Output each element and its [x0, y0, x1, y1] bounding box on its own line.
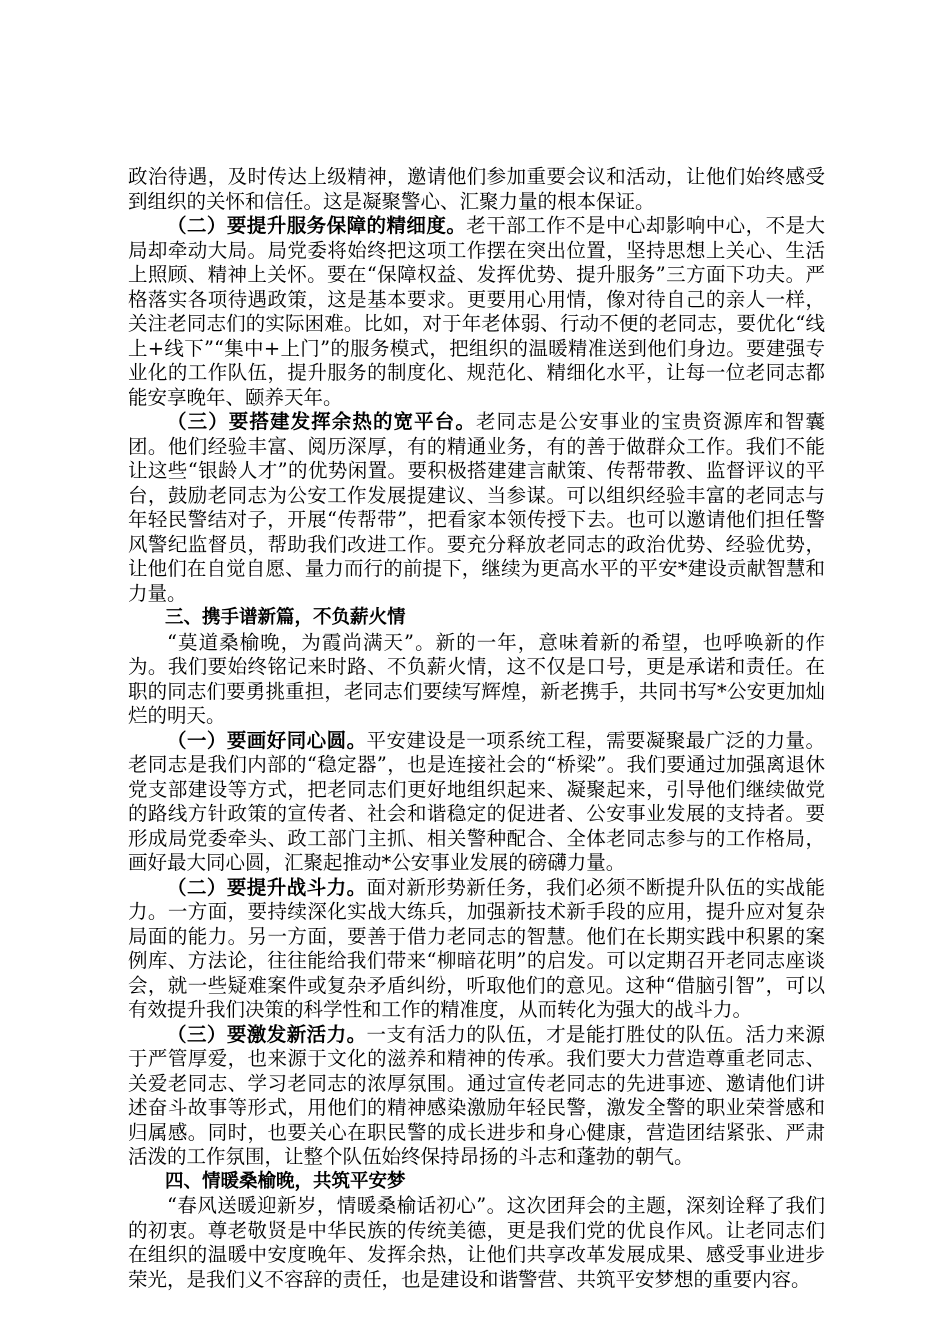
paragraph-new-vitality: [128, 1023, 825, 1170]
paragraph-lead: （二）要提升服务保障的精细度。: [167, 214, 467, 237]
paragraph-lead: （一）要画好同心圆。: [167, 728, 367, 752]
paragraph-text: 政治待遇，及时传达上级精神，邀请他们参加重要会议和活动，让他们始终感受到组织的关怀和信任。这是凝聚警心、汇聚力量的根本保证。: [128, 165, 825, 213]
paragraph-service-guarantee: [128, 214, 825, 410]
paragraph-lead: （二）要提升战斗力。: [167, 875, 367, 899]
paragraph-text: 一支有活力的队伍，才是能打胜仗的队伍。活力来源于严管厚爱，也来源于文化的滋养和精神的传承。我们要大力营造尊重老同志、关爱老同志、学习老同志的浓厚氛围。通过宣传老同志的先进事迹、邀请他们讲述奋斗故事等形式，用他们的精神感染激励年轻民警，激发全警的职业荣誉感和归属感。同时，也要关心在职民警的成长进步和身心健康，营造团结紧张、严肃活泼的工作氛围，让整个队伍始终保持昂扬的斗志和蓬勃的朝气。: [128, 1022, 825, 1168]
paragraph-section-4-intro: [128, 1194, 825, 1292]
document-page: [128, 165, 825, 1292]
paragraph-combat-effectiveness: [128, 876, 825, 1023]
paragraph-continuation: [128, 165, 825, 214]
paragraph-text: 面对新形势新任务，我们必须不断提升队伍的实战能力。一方面，要持续深化实战大练兵，加强新技术新手段的应用，提升应对复杂局面的能力。另一方面，要善于借力老同志的智慧。他们在长期实践中积累的案例库、方法论，往往能给我们带来“柳暗花明”的启发。可以定期召开老同志座谈会，就一些疑难案件或复杂矛盾纠纷，听取他们的意见。这种“借脑引智”，可以有效提升我们决策的科学性和工作的精准度，从而转化为强大的战斗力。: [128, 875, 825, 1021]
paragraph-text: 老同志是公安事业的宝贵资源库和智囊团。他们经验丰富、阅历深厚，有的精通业务，有的善于做群众工作。我们不能让这些“银龄人才”的优势闲置。要积极搭建建言献策、传帮带教、监督评议的平台，鼓励老同志为公安工作发展提建议、当参谋。可以组织经验丰富的老同志与年轻民警结对子，开展“传帮带”，把看家本领传授下去。也可以邀请他们担任警风警纪监督员，帮助我们改进工作。要充分释放老同志的政治优势、经验优势，让他们在自觉自愿、量力而行的前提下，继续为更高水平的平安*建设贡献智慧和力量。: [128, 410, 825, 605]
paragraph-text: 老干部工作不是中心却影响中心，不是大局却牵动大局。局党委将始终把这项工作摆在突出位置，坚持思想上关心、生活上照顾、精神上关怀。要在“保障权益、发挥优势、提升服务”三方面下功夫。严格落实各项待遇政策，这是基本要求。更要用心用情，像对待自己的亲人一样，关注老同志们的实际困难。比如，对于年老体弱、行动不便的老同志，要优化“线上+线下”“集中+上门”的服务模式，把组织的温暖精准送到他们身边。要建强专业化的工作队伍，提升服务的制度化、规范化、精细化水平，让每一位老同志都能安享晚年、颐养天年。: [128, 214, 825, 409]
paragraph-text: “春风送暖迎新岁，情暖桑榆话初心”。这次团拜会的主题，深刻诠释了我们的初衷。尊老敬贤是中华民族的传统美德，更是我们党的优良作风。让老同志们在组织的温暖中安度晚年、发挥余热，让他们共享改革发展成果、感受事业进步荣光，是我们义不容辞的责任，也是建设和谐警营、共筑平安梦想的重要内容。: [128, 1194, 825, 1291]
paragraph-platform: [128, 410, 825, 606]
paragraph-text: 平安建设是一项系统工程，需要凝聚最广泛的力量。老同志是我们内部的“稳定器”，也是连接社会的“桥梁”。我们要通过加强离退休党支部建设等方式，把老同志们更好地组织起来、凝聚起来，引导他们继续做党的路线方针政策的宣传者、社会和谐稳定的促进者、公安事业发展的支持者。要形成局党委牵头、政工部门主抓、相关警种配合、全体老同志参与的工作格局，画好最大同心圆，汇聚起推动*公安事业发展的磅礴力量。: [128, 728, 825, 874]
section-heading-4: 四、情暖桑榆晚，共筑平安梦: [165, 1170, 406, 1192]
paragraph-concentric-circle: [128, 729, 825, 876]
paragraph-lead: （三）要激发新活力。: [167, 1022, 367, 1046]
paragraph-section-3-intro: [128, 631, 825, 729]
paragraph-text: “莫道桑榆晚，为霞尚满天”。新的一年，意味着新的希望，也呼唤新的作为。我们要始终铭记来时路、不负薪火情，这不仅是口号，更是承诺和责任。在职的同志们要勇挑重担，老同志们要续写辉煌，新老携手，共同书写*公安更加灿烂的明天。: [128, 630, 825, 727]
paragraph-lead: （三）要搭建发挥余热的宽平台。: [167, 410, 476, 433]
section-heading-3: 三、携手谱新篇，不负薪火情: [165, 607, 406, 628]
